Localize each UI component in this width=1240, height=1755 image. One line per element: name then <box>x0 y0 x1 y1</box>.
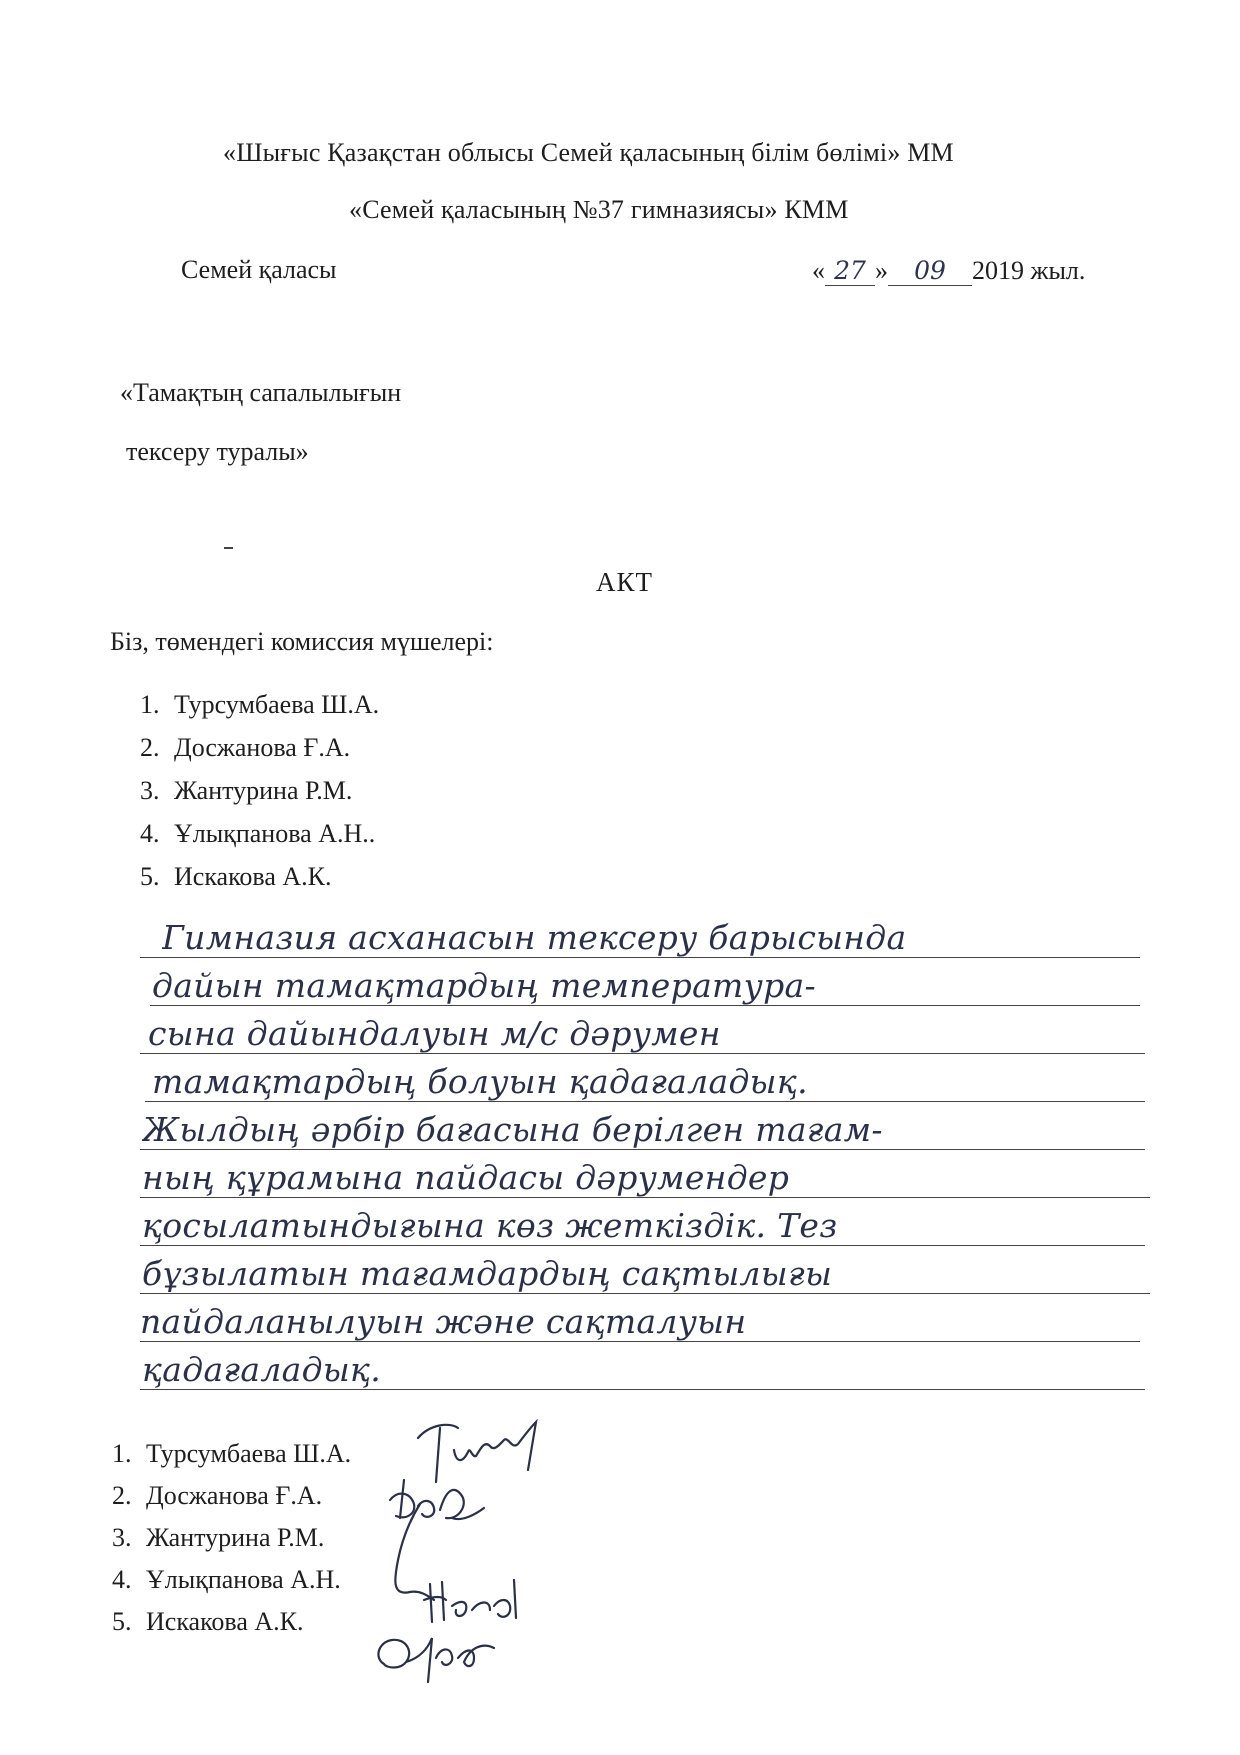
handwritten-line: бұзылатын тағамдардың сақтылығы <box>142 1254 833 1293</box>
date-day: 27 <box>825 256 875 286</box>
place-label: Семей қаласы <box>181 255 337 284</box>
signatory-name: Искакова А.К. <box>146 1607 304 1636</box>
commission-member-list <box>140 683 379 898</box>
list-item <box>112 1433 351 1475</box>
list-item <box>140 726 379 769</box>
signatory-number: 3. <box>112 1523 132 1552</box>
subject-line-2: тексеру туралы» <box>126 437 309 466</box>
signatory-number: 2. <box>112 1481 132 1510</box>
handwritten-line: дайын тамақтардың температура- <box>152 966 816 1005</box>
list-item <box>140 812 379 855</box>
member-name: Ұлықпанова А.Н.. <box>174 819 376 848</box>
list-item <box>112 1517 351 1559</box>
signatory-name: Досжанова Ғ.А. <box>146 1481 323 1510</box>
signatory-number: 4. <box>112 1565 132 1594</box>
signatory-name: Жантурина Р.М. <box>146 1523 325 1552</box>
date-year: 2019 жыл. <box>972 256 1086 285</box>
member-number: 2. <box>140 733 160 762</box>
handwritten-line: сына дайындалуын м/с дәрумен <box>148 1014 721 1053</box>
date-close-quote: » <box>875 256 888 285</box>
subject-line-1: «Тамақтың сапалылығын <box>120 378 402 407</box>
commission-intro: Біз, төмендегі комиссия мүшелері: <box>110 627 494 656</box>
member-number: 5. <box>140 862 160 891</box>
handwritten-line: тамақтардың болуын қадағаладық. <box>152 1062 808 1101</box>
member-number: 1. <box>140 690 160 719</box>
handwritten-line: қосылатындығына көз жеткіздік. Тез <box>142 1206 838 1245</box>
member-number: 3. <box>140 776 160 805</box>
date-line <box>812 256 1085 286</box>
list-item <box>112 1559 351 1601</box>
list-item <box>140 855 379 898</box>
header-line-1: «Шығыс Қазақстан облысы Семей қаласының білім бөлімі» ММ <box>223 138 954 167</box>
handwritten-line: ның құрамына пайдасы дәрумендер <box>142 1158 790 1197</box>
handwritten-line: пайдаланылуын және сақталуын <box>140 1302 747 1341</box>
signatory-number: 1. <box>112 1439 132 1468</box>
member-number: 4. <box>140 819 160 848</box>
signatory-name: Турсумбаева Ш.А. <box>146 1439 352 1468</box>
act-title: АКТ <box>596 567 653 597</box>
signature-5 <box>370 1618 500 1688</box>
stray-mark <box>224 547 233 549</box>
signatory-name: Ұлықпанова А.Н. <box>146 1565 341 1594</box>
member-name: Досжанова Ғ.А. <box>174 733 351 762</box>
member-name: Искакова А.К. <box>174 862 332 891</box>
handwritten-line: қадағаладық. <box>142 1350 382 1389</box>
signatory-number: 5. <box>112 1607 132 1636</box>
list-item <box>140 769 379 812</box>
handwritten-line: Гимназия асханасын тексеру барысында <box>162 918 907 957</box>
list-item <box>112 1475 351 1517</box>
member-name: Жантурина Р.М. <box>174 776 353 805</box>
date-open-quote: « <box>812 256 825 285</box>
member-name: Турсумбаева Ш.А. <box>174 690 380 719</box>
handwritten-line: Жылдың әрбір бағасына берілген тағам- <box>142 1110 883 1149</box>
signatory-list <box>112 1433 351 1643</box>
list-item <box>112 1601 351 1643</box>
header-line-2: «Семей қаласының №37 гимназиясы» КММ <box>349 195 849 224</box>
date-month: 09 <box>888 256 972 286</box>
list-item <box>140 683 379 726</box>
